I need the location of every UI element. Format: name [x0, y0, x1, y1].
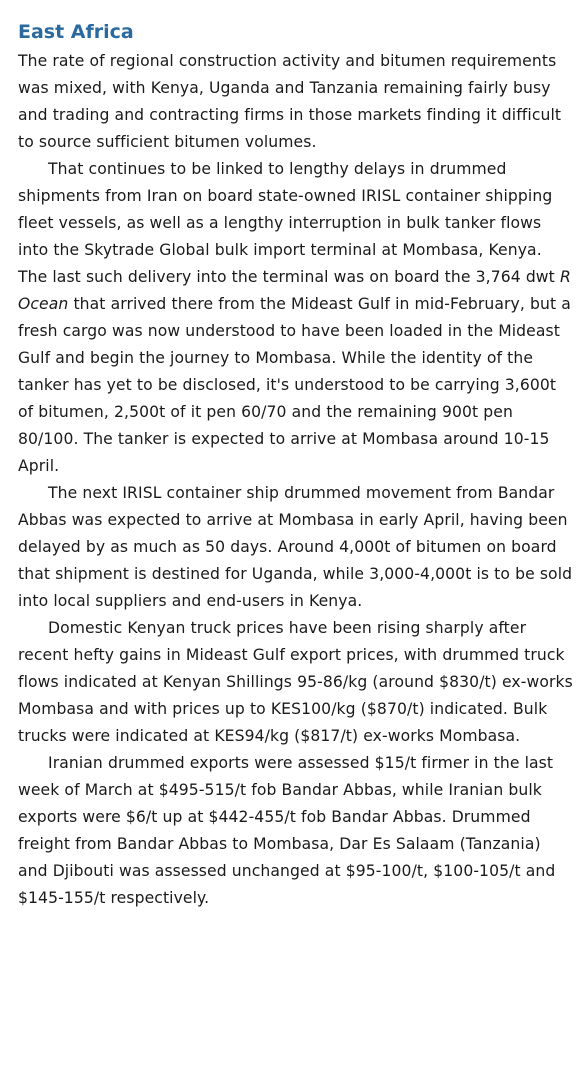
- section-heading: East Africa: [18, 21, 134, 43]
- vessel-name: R Ocean: [18, 268, 571, 313]
- paragraph-shipments: [18, 156, 574, 480]
- article: [18, 20, 574, 912]
- paragraph-text: that arrived there from the Mideast Gulf in mid-February, but a fresh cargo was now understood to have been loaded in the Mideast Gulf and begin the journey to Mombasa. While the identity of the tanker has yet to be disclosed, it's understood to be carrying 3,600t of bitumen, 2,500t of it pen 60/70 and the remaining 900t pen 80/100. The tanker is expected to arrive at Mombasa around 10-15 April.: [18, 295, 571, 475]
- paragraph-iranian-exports: Iranian drummed exports were assessed $15/t firmer in the last week of March at $495-515/t fob Bandar Abbas, while Iranian bulk exports were $6/t up at $442-455/t fob Bandar Abbas. Drummed freight from Bandar Abbas to Mombasa, Dar Es Salaam (Tanzania) and Djibouti was assessed unchanged at $95-100/t, $100-105/t and $145-155/t respectively.: [18, 754, 556, 907]
- paragraph-text: That continues to be linked to lengthy delays in drummed shipments from Iran on board state-owned IRISL container shipping fleet vessels, as well as a lengthy interruption in bulk tanker flows into the Skytrade Global bulk import terminal at Mombasa, Kenya. The last such delivery into the terminal was on board the 3,764 dwt: [18, 160, 560, 286]
- paragraph-kenyan-prices: Domestic Kenyan truck prices have been rising sharply after recent hefty gains in Mideast Gulf export prices, with drummed truck flows indicated at Kenyan Shillings 95-86/kg (around $830/t) ex-works Mombasa and with prices up to KES100/kg ($870/t) indicated. Bulk trucks were indicated at KES94/kg ($817/t) ex-works Mombasa.: [18, 619, 573, 745]
- paragraph-irisl: The next IRISL container ship drummed movement from Bandar Abbas was expected to arrive at Mombasa in early April, having been delayed by as much as 50 days. Around 4,000t of bitumen on board that shipment is destined for Uganda, while 3,000-4,000t is to be sold into local suppliers and end-users in Kenya.: [18, 484, 573, 610]
- paragraph-intro: The rate of regional construction activity and bitumen requirements was mixed, with Kenya, Uganda and Tanzania remaining fairly busy and trading and contracting firms in those markets finding it difficult to source sufficient bitumen volumes.: [18, 52, 562, 151]
